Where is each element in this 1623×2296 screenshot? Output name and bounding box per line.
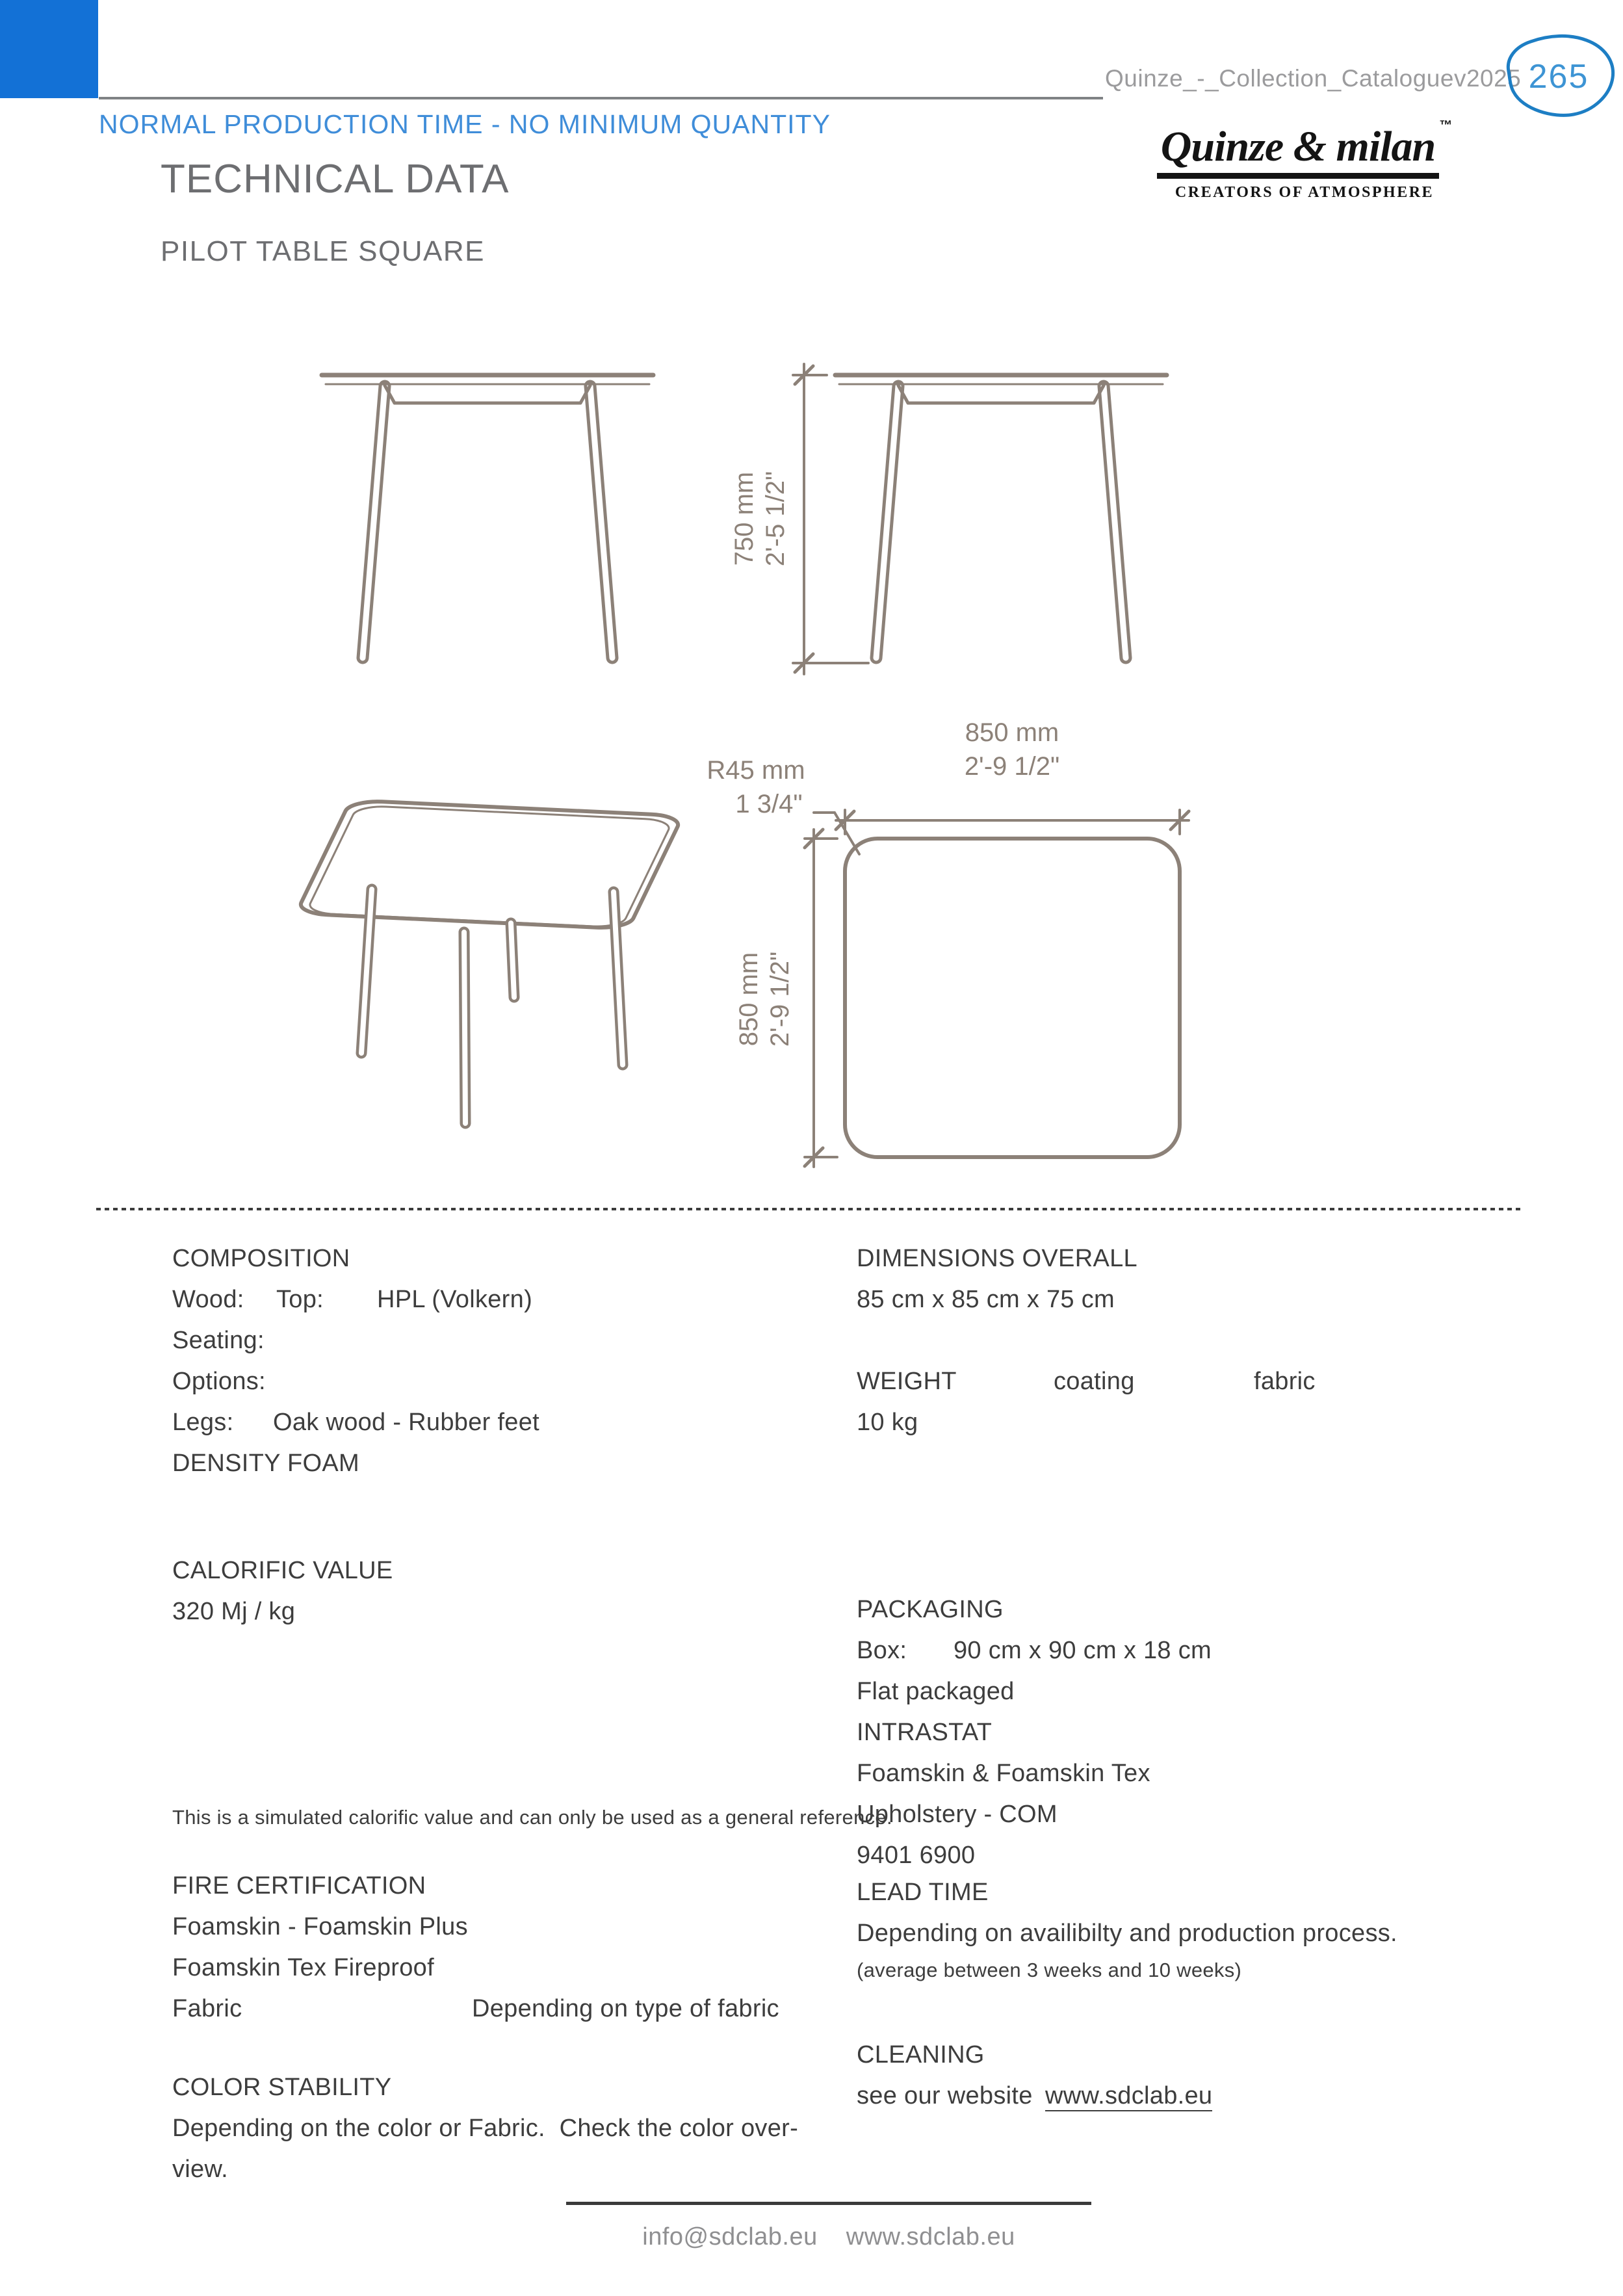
seating-label: Seating: (172, 1327, 265, 1354)
dimensions-title: DIMENSIONS OVERALL (857, 1245, 1137, 1272)
plan-view-drawing (845, 839, 1180, 1157)
options-label: Options: (172, 1368, 266, 1395)
intrastat-title: INTRASTAT (857, 1719, 993, 1746)
depth-label-mm: 850 mm (734, 952, 763, 1047)
leadtime-title: LEAD TIME (857, 1879, 989, 1906)
front-elevation-right-drawing (835, 375, 1167, 658)
calorific-value: 320 Mj / kg (172, 1598, 296, 1625)
weight-value: 10 kg (857, 1409, 918, 1436)
fire-certification-title: FIRE CERTIFICATION (172, 1872, 426, 1899)
fire-line1: Foamskin - Foamskin Plus (172, 1913, 468, 1940)
box-value: 90 cm x 90 cm x 18 cm (954, 1637, 1212, 1664)
color-stability-line2: view. (172, 2156, 228, 2183)
front-elevation-left-drawing (322, 375, 653, 658)
width-label-imperial: 2'-9 1/2" (964, 752, 1060, 781)
radius-label-mm: R45 mm (707, 756, 805, 785)
product-name: PILOT TABLE SQUARE (161, 235, 485, 267)
cleaning-title: CLEANING (857, 2041, 985, 2068)
cleaning-prefix: see our website (857, 2082, 1033, 2109)
weight-col-fabric: fabric (1254, 1368, 1316, 1395)
cleaning-website-link[interactable]: www.sdclab.eu (1045, 2082, 1212, 2110)
radius-label-imperial: 1 3/4" (735, 790, 803, 818)
intrastat-line1: Foamskin & Foamskin Tex (857, 1760, 1150, 1787)
trademark-symbol: ™ (1439, 118, 1453, 133)
production-note: NORMAL PRODUCTION TIME - NO MINIMUM QUANTITY (99, 109, 831, 139)
intrastat-line2: Upholstery - COM (857, 1801, 1058, 1828)
intrastat-code: 9401 6900 (857, 1842, 976, 1869)
weight-col-coating: coating (1054, 1368, 1135, 1395)
depth-label-imperial: 2'-9 1/2" (766, 951, 794, 1047)
weight-title: WEIGHT (857, 1368, 957, 1395)
color-stability-line1: Depending on the color or Fabric. Check the color over- (172, 2115, 799, 2142)
fire-line2: Foamskin Tex Fireproof (172, 1954, 434, 1981)
calorific-note: This is a simulated calorific value and can only be used as a general reference. (172, 1806, 892, 1829)
top-value: HPL (Volkern) (377, 1286, 533, 1313)
fire-fabric-value: Depending on type of fabric (472, 1995, 779, 2022)
composition-title: COMPOSITION (172, 1245, 350, 1272)
height-label-mm: 750 mm (730, 471, 759, 566)
page-number: 265 (1528, 58, 1589, 96)
packaging-line2: Flat packaged (857, 1678, 1015, 1705)
packaging-title: PACKAGING (857, 1596, 1004, 1623)
fire-fabric-label: Fabric (172, 1995, 242, 2022)
page-title: TECHNICAL DATA (161, 157, 510, 202)
brand-wordmark: Quinze & milan (1157, 122, 1439, 179)
legs-label: Legs: (172, 1409, 234, 1436)
width-dimension (836, 810, 1189, 834)
height-label-imperial: 2'-5 1/2" (761, 471, 790, 567)
leadtime-line2: (average between 3 weeks and 10 weeks) (857, 1959, 1242, 1981)
height-dimension (793, 364, 868, 674)
box-label: Box: (857, 1637, 907, 1664)
leadtime-line1: Depending on availibilty and production process. (857, 1920, 1397, 1947)
calorific-title: CALORIFIC VALUE (172, 1557, 393, 1584)
width-label-mm: 850 mm (965, 718, 1059, 747)
dimensions-value: 85 cm x 85 cm x 75 cm (857, 1286, 1115, 1313)
footer-website[interactable]: www.sdclab.eu (846, 2223, 1015, 2250)
perspective-view-drawing (296, 800, 683, 1123)
top-label: Top: (276, 1286, 324, 1313)
catalog-name: Quinze_-_Collection_Cataloguev2025 (1105, 65, 1522, 92)
brand-tagline: CREATORS OF ATMOSPHERE (1175, 184, 1435, 201)
wood-label: Wood: (172, 1286, 244, 1313)
depth-dimension (805, 829, 837, 1167)
section-divider (96, 1208, 1523, 1210)
legs-value: Oak wood - Rubber feet (273, 1409, 540, 1436)
density-foam-title: DENSITY FOAM (172, 1450, 359, 1477)
footer-email[interactable]: info@sdclab.eu (642, 2223, 818, 2250)
color-stability-title: COLOR STABILITY (172, 2074, 392, 2101)
footer-contact (566, 2223, 1091, 2251)
footer-rule (566, 2202, 1091, 2205)
